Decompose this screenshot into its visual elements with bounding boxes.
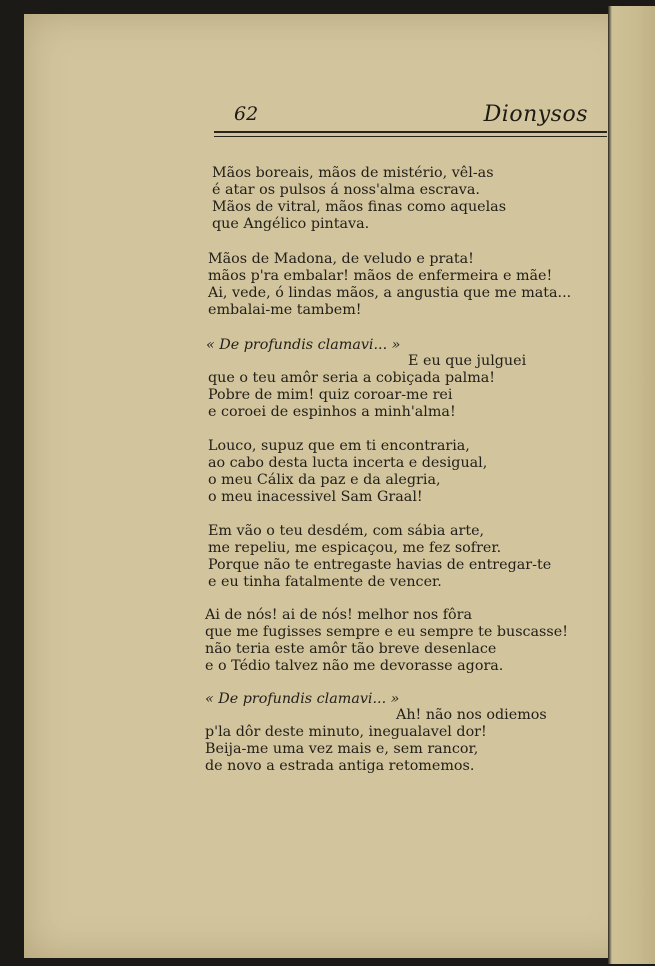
poem-line: Mãos de Madona, de veludo e prata! [208,251,474,267]
poem-line: mãos p'ra embalar! mãos de enfermeira e mãe! [208,268,553,284]
page-number: 62 [234,103,259,125]
poem-line: o meu Cálix da paz e da alegria, [208,472,441,488]
poem-line: Mãos boreais, mãos de mistério, vêl-as [212,165,494,181]
poem-line: o meu inacessivel Sam Graal! [208,489,423,505]
poem-line: e coroei de espinhos a minh'alma! [208,404,456,420]
poem-line: é atar os pulsos á noss'alma escrava. [212,182,480,198]
poem-line: me repeliu, me espicaçou, me fez sofrer. [208,540,502,556]
poem-line: de novo a estrada antiga retomemos. [205,758,475,774]
poem-line: Ai de nós! ai de nós! melhor nos fôra [205,607,473,623]
running-title: Dionysos [483,102,588,127]
poem-line: Em vão o teu desdém, com sábia arte, [208,523,485,539]
poem-line: Beija-me uma vez mais e, sem rancor, [205,741,479,757]
epigraph: « De profundis clamavi... » [205,691,400,707]
poem-line: Porque não te entregaste havias de entregar-te [208,557,552,573]
poem-line: que Angélico pintava. [212,216,370,232]
poem-line: Louco, supuz que em ti encontraria, [208,438,470,454]
epigraph: « De profundis clamavi... » [206,337,401,353]
poem-line: ao cabo desta lucta incerta e desigual, [208,455,488,471]
poem-line: que o teu amôr seria a cobiçada palma! [208,370,496,386]
poem-line: e eu tinha fatalmente de vencer. [208,574,442,590]
poem-line: e o Tédio talvez não me devorasse agora. [205,658,504,674]
poem-line: Ah! não nos odiemos [396,707,547,723]
poem-line: embalai-me tambem! [208,302,362,318]
poem-line: que me fugisses sempre e eu sempre te buscasse! [205,624,568,640]
poem-line: Mãos de vitral, mãos finas como aquelas [212,199,507,215]
poem-line: Pobre de mim! quiz coroar-me rei [208,387,453,403]
poem-line: Ai, vede, ó lindas mãos, a angustia que me mata... [208,285,572,301]
poem-line: p'la dôr deste minuto, inegualavel dor! [205,724,487,740]
poem-line: E eu que julguei [408,353,527,369]
poem-line: não teria este amôr tão breve desenlace [205,641,497,657]
